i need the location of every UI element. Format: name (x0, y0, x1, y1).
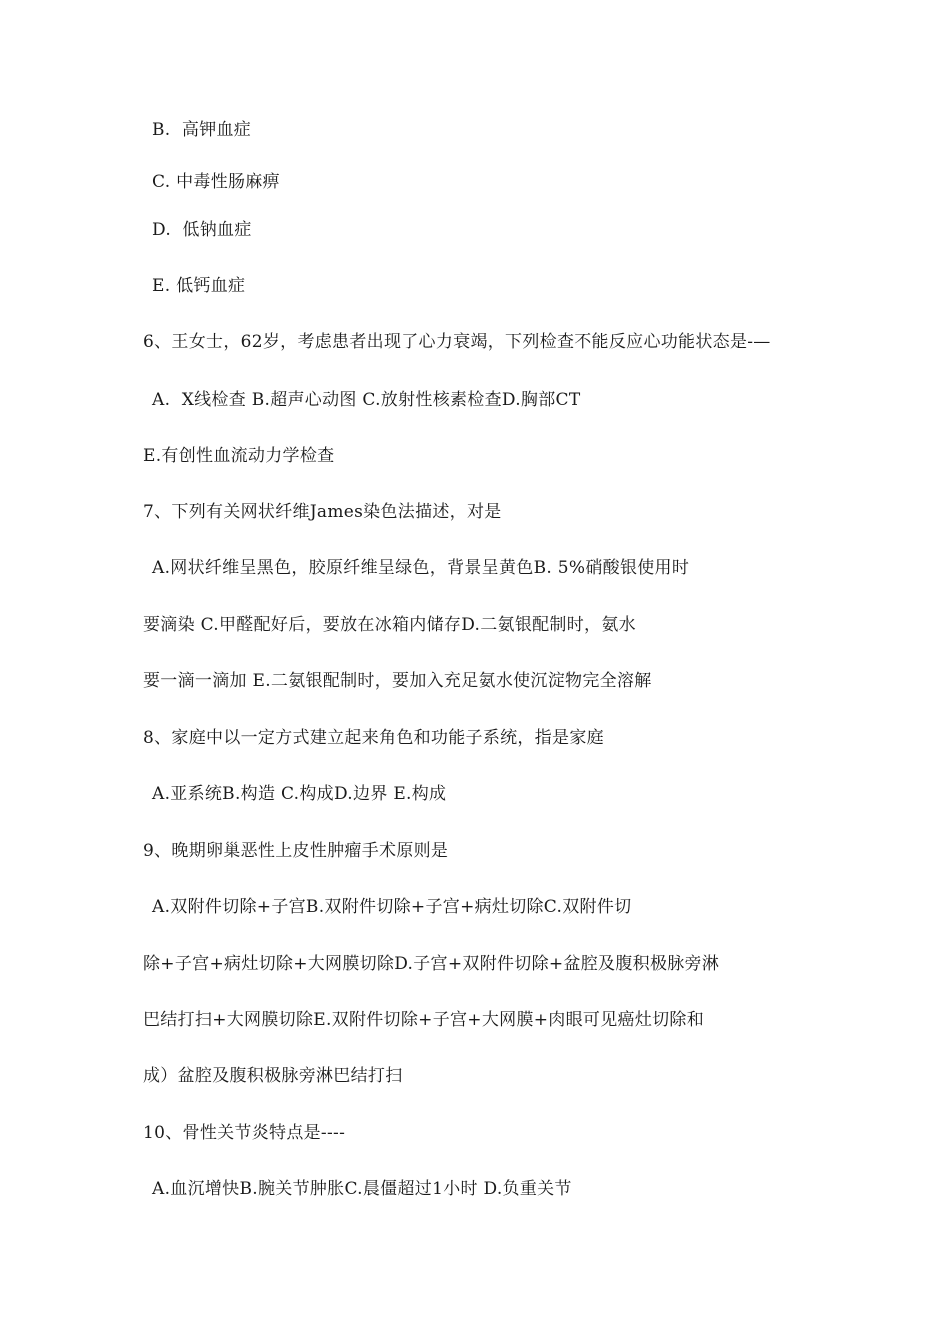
question-7: 7、下列有关网状纤维James染色法描述，对是 (143, 502, 502, 522)
question-10: 10、骨性关节炎特点是---- (143, 1123, 346, 1143)
question-6-options: A. X线检查 B.超声心动图 C.放射性核素检查D.胸部CT (152, 390, 581, 410)
question-9-options-cont-2: 巴结打扫+大网膜切除E.双附件切除+子宫+大网膜+肉眼可见癌灶切除和 (143, 1010, 704, 1030)
question-8-options: A.亚系统B.构造 C.构成D.边界 E.构成 (152, 784, 447, 804)
option-d-line: D. 低钠血症 (152, 220, 252, 240)
option-c-line: C. 中毒性肠麻痹 (152, 172, 280, 192)
question-7-options-cont-1: 要滴染 C.甲醛配好后，要放在冰箱内储存D.二氨银配制时，氨水 (143, 615, 636, 635)
option-b-line: B. 高钾血症 (152, 120, 252, 140)
question-7-options-cont-2: 要一滴一滴加 E.二氨银配制时，要加入充足氨水使沉淀物完全溶解 (143, 671, 652, 691)
question-9-options-cont-3: 成）盆腔及腹积极脉旁淋巴结打扫 (143, 1066, 403, 1086)
question-10-options: A.血沉增快B.腕关节肿胀C.晨僵超过1小时 D.负重关节 (152, 1179, 572, 1199)
question-9-options: A.双附件切除+子宫B.双附件切除+子宫+病灶切除C.双附件切 (152, 897, 632, 917)
question-7-options: A.网状纤维呈黑色，胶原纤维呈绿色，背景呈黄色B. 5%硝酸银使用时 (152, 558, 690, 578)
question-6-options-cont: E.有创性血流动力学检查 (143, 446, 335, 466)
question-8: 8、家庭中以一定方式建立起来角色和功能子系统，指是家庭 (143, 728, 604, 748)
option-e-line: E. 低钙血症 (152, 276, 246, 296)
question-9: 9、晚期卵巢恶性上皮性肿瘤手术原则是 (143, 841, 449, 861)
question-9-options-cont-1: 除+子宫+病灶切除+大网膜切除D.子宫+双附件切除+盆腔及腹积极脉旁淋 (143, 954, 720, 974)
question-6: 6、王女士，62岁，考虑患者出现了心力衰竭，下列检查不能反应心功能状态是-— (143, 332, 771, 352)
